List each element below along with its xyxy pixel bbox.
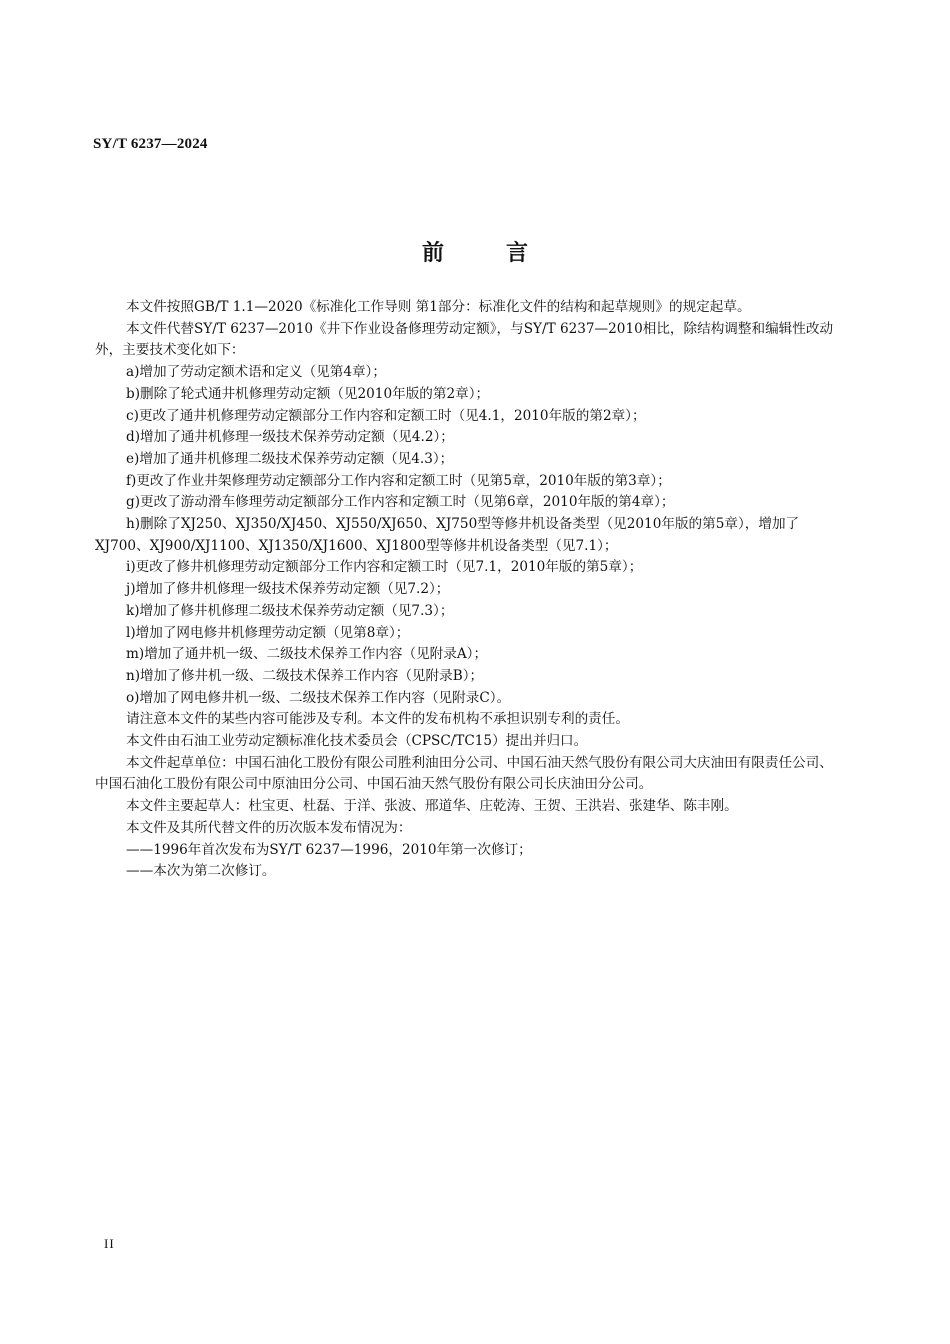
list-item: b)删除了轮式通井机修理劳动定额（见2010年版的第2章）；	[126, 385, 490, 402]
paragraph-drafting-rules: 本文件按照GB/T 1.1—2020《标准化工作导则 第1部分：标准化文件的结构和起草规则》的规定起草。	[126, 299, 751, 315]
list-item: f)更改了作业井架修理劳动定额部分工作内容和定额工时（见第5章，2010年版的第3章）；	[126, 472, 671, 489]
paragraph-drafting-units: 本文件起草单位：中国石油化工股份有限公司胜利油田分公司、中国石油天然气股份有限公司大庆油田有限责任公司、中国石油化工股份有限公司中原油田分公司、中国石油天然气股份有限公司长庆油田分公司。	[95, 754, 833, 793]
list-item: c)更改了通井机修理劳动定额部分工作内容和定额工时（见4.1，2010年版的第2章）；	[126, 407, 646, 424]
paragraph-patent-notice: 请注意本文件的某些内容可能涉及专利。本文件的发布机构不承担识别专利的责任。	[126, 711, 629, 728]
list-item: k)增加了修井机修理二级技术保养劳动定额（见7.3）；	[126, 602, 454, 619]
list-item: i)更改了修井机修理劳动定额部分工作内容和定额工时（见7.1，2010年版的第5章）；	[126, 559, 643, 576]
list-item: j)增加了修井机修理一级技术保养劳动定额（见7.2）；	[126, 581, 450, 598]
list-item: a)增加了劳动定额术语和定义（见第4章）；	[126, 364, 386, 381]
list-item: o)增加了网电修井机一级、二级技术保养工作内容（见附录C）。	[126, 689, 511, 706]
page-number: II	[104, 1236, 115, 1251]
list-item: d)增加了通井机修理一级技术保养劳动定额（见4.2）；	[126, 429, 454, 446]
foreword-body	[95, 297, 845, 883]
paragraph-history-intro: 本文件及其所代替文件的历次版本发布情况为：	[126, 819, 412, 836]
list-item: e)增加了通井机修理二级技术保养劳动定额（见4.3）；	[126, 450, 454, 467]
history-item: ——本次为第二次修订。	[126, 863, 276, 880]
list-item: m)增加了通井机一级、二级技术保养工作内容（见附录A）；	[126, 646, 488, 663]
list-item: h)删除了XJ250、XJ350/XJ450、XJ550/XJ650、XJ750型等修井机设备类型（见2010年版的第5章），增加了XJ700、XJ900/XJ1100、XJ1350/XJ1600、XJ1800型等修井机设备类型（见7.1）；	[95, 516, 800, 554]
list-item: l)增加了网电修井机修理劳动定额（见第8章）；	[126, 624, 410, 641]
paragraph-replacement: 本文件代替SY/T 6237—2010《井下作业设备修理劳动定额》，与SY/T 6237—2010相比，除结构调整和编辑性改动外，主要技术变化如下：	[95, 320, 834, 359]
document-code: SY/T 6237—2024	[93, 136, 208, 152]
paragraph-proposer: 本文件由石油工业劳动定额标准化技术委员会（CPSC/TC15）提出并归口。	[126, 733, 588, 750]
list-item: g)更改了游动滑车修理劳动定额部分工作内容和定额工时（见第6章，2010年版的第4章）；	[126, 494, 675, 511]
list-item: n)增加了修井机一级、二级技术保养工作内容（见附录B）；	[126, 667, 484, 684]
history-item: ——1996年首次发布为SY/T 6237—1996，2010年第一次修订；	[126, 841, 532, 858]
paragraph-drafters: 本文件主要起草人：杜宝更、杜磊、于洋、张波、邢道华、庄乾涛、王贺、王洪岩、张建华、陈丰刚。	[126, 798, 738, 815]
page-title: 前言	[421, 241, 590, 266]
